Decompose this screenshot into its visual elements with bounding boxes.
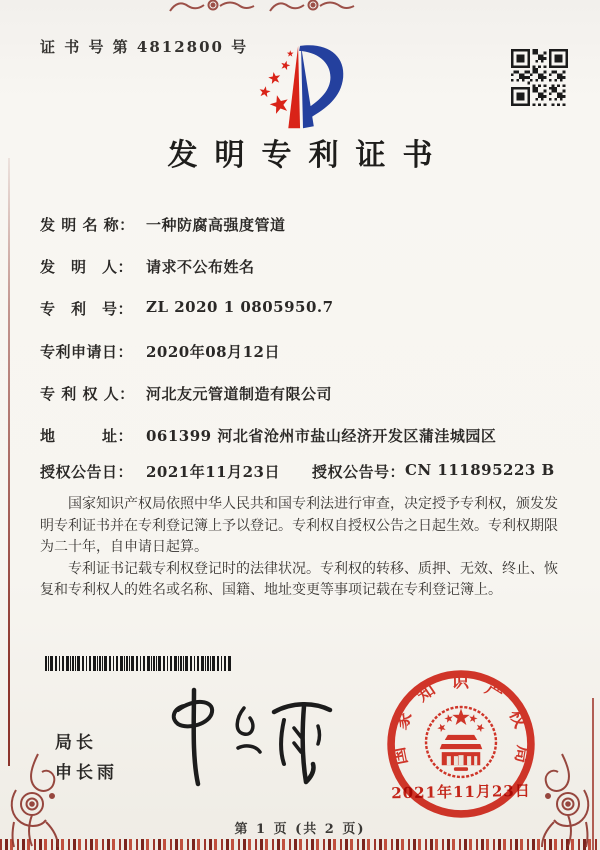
director-signature [148, 676, 343, 791]
field-row-patentee [40, 383, 570, 404]
legal-paragraph-2: 专利证书记载专利权登记时的法律状况。专利权的转移、质押、无效、终止、恢复和专利权人的姓名或名称、国籍、地址变更等事项记载在专利登记簿上。 [40, 560, 558, 598]
field-row-invention-name [40, 214, 570, 235]
page-number: 第 1 页 (共 2 页) [234, 822, 366, 837]
field-label: 发 明 名 称： [40, 216, 135, 234]
field-label: 地 址： [40, 427, 134, 445]
director-title: 局长 [55, 733, 97, 753]
legal-paragraph-1: 国家知识产权局依照中华人民共和国专利法进行审查，决定授予专利权，颁发发明专利证书并在专利登记簿上予以登记。专利权自授权公告之日起生效。专利权期限为二十年，自申请日起算。 [40, 496, 558, 555]
field-row-grant-date [40, 461, 570, 482]
seal-date-stamp: 2021年11月23日 [391, 781, 531, 803]
field-value: 一种防腐高强度管道 [146, 216, 286, 234]
field-label: 专 利 权 人： [40, 385, 135, 403]
field-pair-grant-no [312, 461, 555, 482]
field-value: 请求不公布姓名 [146, 258, 255, 276]
qr-code-image [511, 49, 568, 106]
field-value: CN 111895223 B [405, 461, 555, 479]
left-border-line [8, 158, 10, 766]
logo-p-shape [288, 45, 343, 128]
field-value: 2020年08月12日 [146, 343, 280, 361]
cnipa-logo [243, 42, 363, 140]
field-label: 授权公告日： [40, 463, 134, 481]
national-emblem [426, 707, 496, 777]
field-row-filing-date [40, 341, 570, 362]
field-value: ZL 2020 1 0805950.7 [146, 298, 334, 316]
certificate-number: 证 书 号 第 4812800 号 [40, 38, 249, 56]
field-row-patent-no [40, 298, 570, 319]
field-value: 2021年11月23日 [146, 463, 280, 481]
field-label: 专利申请日： [40, 343, 134, 361]
barcode [45, 656, 240, 671]
field-label: 发 明 人： [40, 258, 134, 276]
field-row-inventor [40, 256, 570, 277]
director-name: 申长雨 [55, 763, 118, 783]
field-value: 061399 河北省沧州市盐山经济开发区蒲洼城园区 [146, 427, 497, 445]
certificate-title: 发明专利证书 [167, 138, 450, 173]
field-row-address [40, 425, 570, 446]
field-label: 专 利 号： [40, 300, 134, 318]
field-value: 河北友元管道制造有限公司 [146, 385, 333, 403]
field-label: 授权公告号： [312, 463, 406, 481]
top-border-ornament [168, 0, 358, 15]
seal-ring-text: 国家知识产权局 [388, 672, 534, 767]
bottom-border-strip [0, 839, 600, 850]
legal-text-block [40, 494, 562, 602]
logo-stars [258, 50, 293, 115]
